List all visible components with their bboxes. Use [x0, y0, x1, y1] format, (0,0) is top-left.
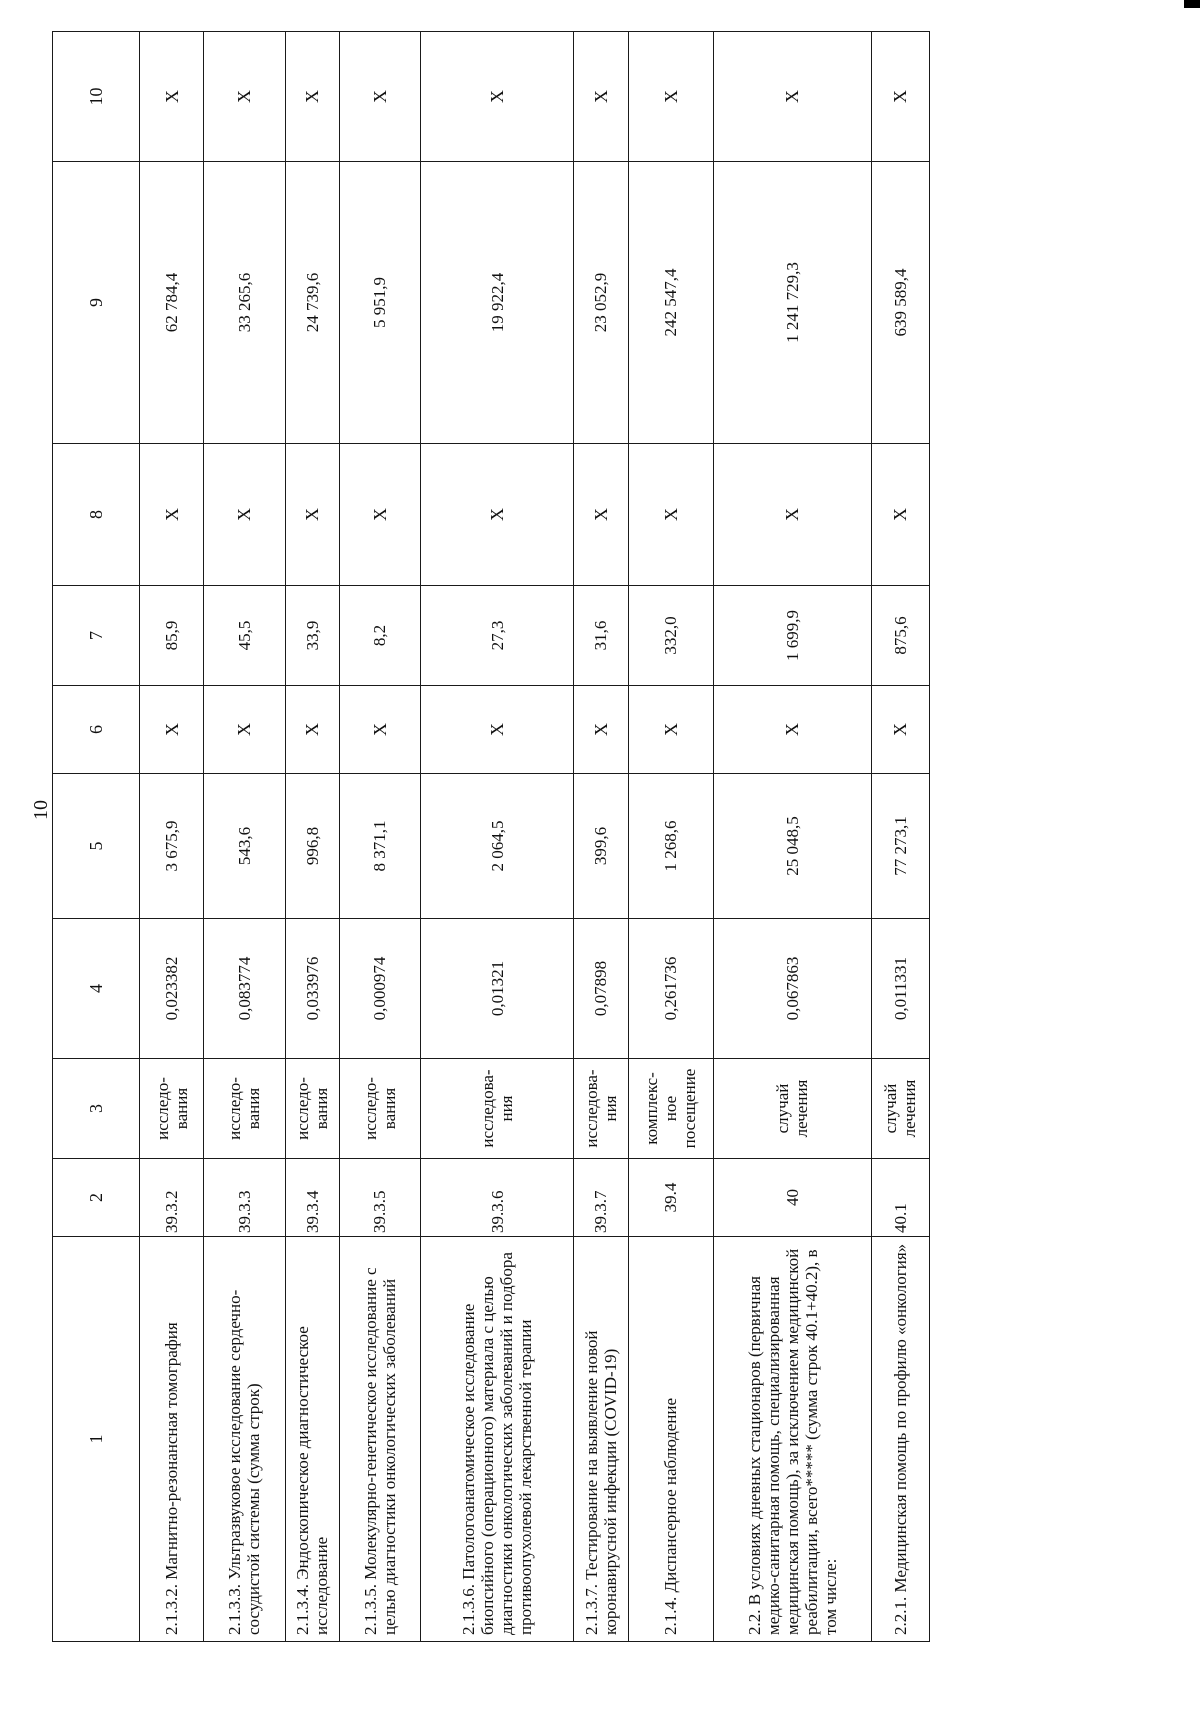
table-row	[140, 32, 204, 1642]
per-capita: 27,3	[420, 586, 574, 686]
rotated-table-wrapper	[52, 32, 930, 1642]
cell-x: X	[339, 32, 420, 162]
cost-per-unit: 77 273,1	[871, 774, 929, 919]
cell-x: X	[204, 32, 285, 162]
volume-per-person: 0,011331	[871, 919, 929, 1059]
total: 62 784,4	[140, 162, 204, 444]
col-header: 9	[53, 162, 140, 444]
per-capita: 85,9	[140, 586, 204, 686]
total: 24 739,6	[285, 162, 339, 444]
unit: комплекс-ное посещение	[628, 1059, 713, 1159]
cost-per-unit: 399,6	[574, 774, 628, 919]
cell-x: X	[140, 444, 204, 586]
col-header: 4	[53, 919, 140, 1059]
row-number: 39.3.3	[204, 1159, 285, 1237]
row-name: 2.1.3.6. Патологоанатомическое исследование биопсийного (операционного) материала с целью диагностики онкологических заболеваний и подбора противоопухолевой лекарственной терапии	[420, 1237, 574, 1642]
row-number: 39.3.7	[574, 1159, 628, 1237]
volume-per-person: 0,023382	[140, 919, 204, 1059]
cell-x: X	[140, 686, 204, 774]
cell-x: X	[420, 32, 574, 162]
volume-per-person: 0,067863	[713, 919, 871, 1059]
row-name: 2.2. В условиях дневных стационаров (первичная медико-санитарная помощь, специализированная медицинская помощь), за исключением медицинской реабилитации, всего***** (сумма строк 40.1+40.2), в том числе:	[713, 1237, 871, 1642]
cell-x: X	[339, 444, 420, 586]
volume-per-person: 0,07898	[574, 919, 628, 1059]
total: 23 052,9	[574, 162, 628, 444]
row-name: 2.1.3.7. Тестирование на выявление новой коронавирусной инфекции (COVID-19)	[574, 1237, 628, 1642]
unit: исследо-вания	[339, 1059, 420, 1159]
cell-x: X	[713, 444, 871, 586]
row-number: 39.3.6	[420, 1159, 574, 1237]
row-name: 2.1.4. Диспансерное наблюдение	[628, 1237, 713, 1642]
total: 5 951,9	[339, 162, 420, 444]
cell-x: X	[420, 686, 574, 774]
cost-per-unit: 25 048,5	[713, 774, 871, 919]
cost-per-unit: 8 371,1	[339, 774, 420, 919]
table-row	[871, 32, 929, 1642]
cell-x: X	[628, 686, 713, 774]
cell-x: X	[140, 32, 204, 162]
volume-per-person: 0,01321	[420, 919, 574, 1059]
total: 639 589,4	[871, 162, 929, 444]
cell-x: X	[285, 686, 339, 774]
unit: исследо-вания	[140, 1059, 204, 1159]
row-number: 39.3.2	[140, 1159, 204, 1237]
table-row	[204, 32, 285, 1642]
cell-x: X	[871, 444, 929, 586]
cell-x: X	[204, 444, 285, 586]
table-row	[420, 32, 574, 1642]
col-header: 5	[53, 774, 140, 919]
row-name: 2.2.1. Медицинская помощь по профилю «онкология»	[871, 1237, 929, 1642]
cell-x: X	[713, 32, 871, 162]
cell-x: X	[574, 32, 628, 162]
table-row	[713, 32, 871, 1642]
cell-x: X	[339, 686, 420, 774]
cell-x: X	[871, 686, 929, 774]
row-name: 2.1.3.2. Магнитно-резонансная томография	[140, 1237, 204, 1642]
page-number: 10	[30, 800, 52, 820]
cost-per-unit: 543,6	[204, 774, 285, 919]
cost-per-unit: 3 675,9	[140, 774, 204, 919]
per-capita: 1 699,9	[713, 586, 871, 686]
unit: исследо-вания	[285, 1059, 339, 1159]
cell-x: X	[204, 686, 285, 774]
row-number: 39.4	[628, 1159, 713, 1237]
cost-per-unit: 996,8	[285, 774, 339, 919]
row-number: 39.3.4	[285, 1159, 339, 1237]
col-header: 3	[53, 1059, 140, 1159]
row-number: 39.3.5	[339, 1159, 420, 1237]
cell-x: X	[628, 444, 713, 586]
total: 19 922,4	[420, 162, 574, 444]
cell-x: X	[420, 444, 574, 586]
cell-x: X	[285, 32, 339, 162]
per-capita: 31,6	[574, 586, 628, 686]
volume-per-person: 0,261736	[628, 919, 713, 1059]
table-row	[574, 32, 628, 1642]
col-header: 7	[53, 586, 140, 686]
data-table	[52, 31, 930, 1642]
table-row	[628, 32, 713, 1642]
cell-x: X	[713, 686, 871, 774]
per-capita: 8,2	[339, 586, 420, 686]
cell-x: X	[574, 444, 628, 586]
table-row	[339, 32, 420, 1642]
col-header: 10	[53, 32, 140, 162]
unit: случай лечения	[871, 1059, 929, 1159]
total: 33 265,6	[204, 162, 285, 444]
header-row	[53, 32, 140, 1642]
col-header: 2	[53, 1159, 140, 1237]
scan-edge-mark	[1184, 0, 1200, 8]
cell-x: X	[628, 32, 713, 162]
cell-x: X	[871, 32, 929, 162]
cost-per-unit: 2 064,5	[420, 774, 574, 919]
per-capita: 45,5	[204, 586, 285, 686]
table-row	[285, 32, 339, 1642]
unit: случай лечения	[713, 1059, 871, 1159]
cell-x: X	[285, 444, 339, 586]
per-capita: 875,6	[871, 586, 929, 686]
row-number: 40	[713, 1159, 871, 1237]
total: 1 241 729,3	[713, 162, 871, 444]
volume-per-person: 0,033976	[285, 919, 339, 1059]
cost-per-unit: 1 268,6	[628, 774, 713, 919]
volume-per-person: 0,000974	[339, 919, 420, 1059]
cell-x: X	[574, 686, 628, 774]
volume-per-person: 0,083774	[204, 919, 285, 1059]
per-capita: 332,0	[628, 586, 713, 686]
total: 242 547,4	[628, 162, 713, 444]
unit: исследова-ния	[420, 1059, 574, 1159]
row-number: 40.1	[871, 1159, 929, 1237]
unit: исследова-ния	[574, 1059, 628, 1159]
col-header: 6	[53, 686, 140, 774]
col-header: 8	[53, 444, 140, 586]
col-header: 1	[53, 1237, 140, 1642]
per-capita: 33,9	[285, 586, 339, 686]
unit: исследо-вания	[204, 1059, 285, 1159]
row-name: 2.1.3.4. Эндоскопическое диагностическое исследование	[285, 1237, 339, 1642]
row-name: 2.1.3.5. Молекулярно-генетическое исследование с целью диагностики онкологических заболеваний	[339, 1237, 420, 1642]
row-name: 2.1.3.3. Ультразвуковое исследование сердечно-сосудистой системы (сумма строк)	[204, 1237, 285, 1642]
